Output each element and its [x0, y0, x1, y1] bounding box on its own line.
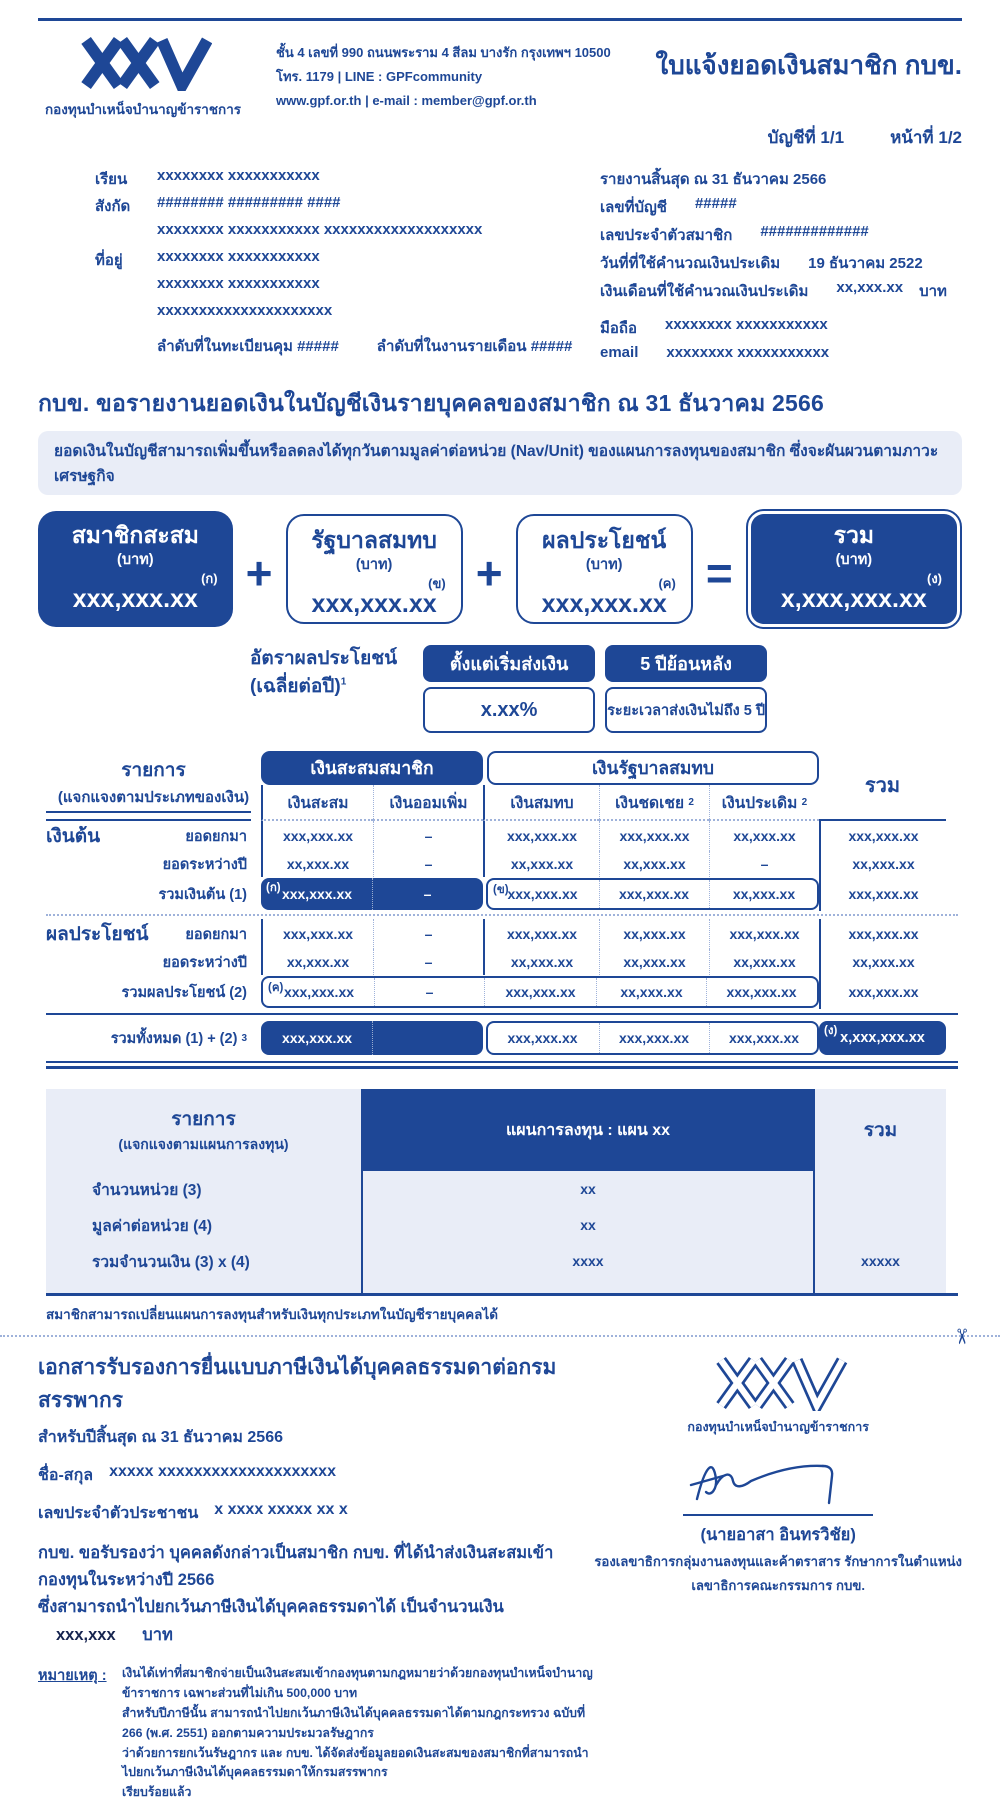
org-row2: [95, 221, 558, 248]
mobile-row: มือถือ xxxxxxxx xxxxxxxxxxx: [600, 316, 828, 337]
account-no-row: เลขที่บัญชี #####: [600, 195, 737, 216]
signer-title1: รองเลขาธิการกลุ่มงานลงทุนและค้าตราสาร รักษาการในตำแหน่ง: [594, 1554, 962, 1569]
gpf-logo-icon: [74, 78, 212, 95]
tax-exempt-amount: xxx,xxx: [56, 1625, 116, 1644]
nav-unit-note: ยอดเงินในบัญชีสามารถเพิ่มขึ้นหรือลดลงได้ทุกวันตามมูลค่าต่อหน่วย (Nav/Unit) ของแผนการลงทุนของสมาชิก ซึ่งจะผันผวนตามภาวะเศรษฐกิจ: [38, 431, 962, 495]
signer-name: (นายอาสา อินทรวิชัย): [700, 1526, 856, 1544]
rate-5yr-value: ระยะเวลาส่งเงินไม่ถึง 5 ปี: [605, 687, 767, 733]
table-row: ยอดระหว่างปี xx,xxx.xx – xx,xxx.xx xx,xxx.xx – xx,xxx.xx: [46, 851, 958, 877]
gpf-logo-outline-icon: [703, 1398, 853, 1415]
table1-header: รายการ (แจกแจงตามประเภทของเงิน) เงินสะสมสมาชิก เงินรัฐบาลสมทบ รวม เงินสะสม เงินออมเพิ่ม เงินสมทบ เงินชดเชย 2 เงินประเดิม 2: [46, 751, 958, 821]
top-divider: [38, 18, 962, 21]
benefit-rate-section: [250, 645, 962, 733]
address-row: [95, 248, 558, 275]
total-box: รวม (บาท) (ง) x,xxx,xxx.xx: [746, 509, 962, 629]
ref-ko: (ก): [201, 571, 218, 586]
org-value1: ######## ######### ####: [157, 194, 341, 211]
initial-salary-row: เงินเดือนที่ใช้คำนวณเงินประเดิม xx,xxx.xx บาท: [600, 279, 947, 300]
signature: [594, 1449, 962, 1597]
logo-caption-bottom: กองทุนบำเหน็จบำนาญข้าราชการ: [687, 1420, 869, 1434]
address-line3: www.gpf.or.th | e-mail : member@gpf.or.th: [276, 93, 537, 109]
tax-title: เอกสารรับรองการยื่นแบบภาษีเงินได้บุคคลธรรมดาต่อกรมสรรพากร: [38, 1356, 557, 1412]
table-row: ยอดระหว่างปี xx,xxx.xx – xx,xxx.xx xx,xxx.xx xx,xxx.xx xx,xxx.xx: [46, 949, 958, 975]
gov-contribution-group-header: เงินรัฐบาลสมทบ: [487, 751, 819, 785]
address-value2: xxxxxxxx xxxxxxxxxxx: [157, 275, 320, 292]
principal-total-row: รวมเงินต้น (1) (ก) xxx,xxx.xx – (ข) xxx,xxx.xx xxx,xxx.xx xx,xxx.xx xxx,xxx.xx: [46, 877, 958, 911]
principal-gov-pill: (ข) xxx,xxx.xx xxx,xxx.xx xx,xxx.xx: [486, 878, 819, 910]
gpf-statement-page: [0, 18, 1000, 1800]
rate-5yr-header: 5 ปีย้อนหลัง: [605, 645, 767, 682]
money-type-table: [46, 751, 958, 1069]
logo-caption: กองทุนบำเหน็จบำนาญข้าราชการ: [44, 102, 242, 117]
tax-id-row: เลขประจำตัวประชาชน x xxxx xxxxx xx x: [38, 1501, 348, 1522]
report-date-row: [600, 167, 962, 195]
equals-sign: =: [705, 547, 733, 599]
header: [38, 35, 962, 151]
member-details: [38, 167, 573, 372]
document-title: ใบแจ้งยอดเงินสมาชิก กบข.: [655, 50, 962, 80]
address-line2: โทร. 1179 | LINE : GPFcommunity: [276, 69, 483, 85]
member-savings-box: สมาชิกสะสม (บาท) (ก) xxx,xxx.xx: [38, 511, 233, 627]
signature-line: [683, 1514, 873, 1516]
org-label: สังกัด: [95, 198, 131, 215]
org-value2: xxxxxxxx xxxxxxxxxxx xxxxxxxxxxxxxxxxxxx: [157, 221, 483, 238]
certify-text: กบข. ขอรับรองว่า บุคคลดังกล่าวเป็นสมาชิก กบข. ที่ได้นำส่งเงินสะสมเข้ากองทุนในระหว่างปี 2566 ซึ่งสามารถนำไปยกเว้นภาษีเงินได้บุคคลธรรมดาได้ เป็นจำนวนเงิน xxx,xxx บาท: [38, 1544, 554, 1644]
account-page-info: [656, 124, 962, 151]
tax-certificate-section: [38, 1351, 962, 1803]
registry-right: ลำดับที่ในงานรายเดือน #####: [376, 338, 573, 355]
grand-gov-pill: xxx,xxx.xx xxx,xxx.xx xxx,xxx.xx: [486, 1021, 819, 1055]
signature-block: [594, 1351, 962, 1803]
fund-address: [276, 35, 611, 151]
email-row: email xxxxxxxx xxxxxxxxxxx: [600, 344, 830, 361]
rate-since-start: [423, 645, 595, 733]
ref-kho: (ข): [428, 576, 446, 591]
grand-member-pill: xxx,xxx.xx: [261, 1021, 483, 1055]
title-block: [656, 35, 962, 151]
plus-sign: +: [245, 547, 273, 599]
table-row: ผลประโยชน์ ยอดยกมา xxx,xxx.xx – xxx,xxx.xx xx,xxx.xx xxx,xxx.xx xxx,xxx.xx: [46, 919, 958, 949]
group-separator: [46, 914, 958, 916]
summary-boxes: [38, 509, 962, 629]
account-number: บัญชีที่ 1/1: [767, 128, 845, 147]
registry-row: [95, 334, 573, 358]
page-number: หน้าที่ 1/2: [890, 128, 962, 147]
scissors-icon: ✂: [949, 1327, 973, 1346]
plan-header: แผนการลงทุน : แผน xx: [361, 1089, 813, 1171]
account-details: [558, 167, 962, 372]
benefit-box: ผลประโยชน์ (บาท) (ค) xxx,xxx.xx: [516, 514, 693, 624]
recipient-value: xxxxxxxx xxxxxxxxxxx: [157, 167, 320, 184]
member-info-section: [38, 167, 962, 372]
rate-label: อัตราผลประโยชน์ (เฉลี่ยต่อปี)$^1$: [250, 648, 398, 697]
initial-date-row: วันที่ที่ใช้คำนวณเงินประเดิม 19 ธันวาคม 2522: [600, 255, 923, 272]
address-line1: ชั้น 4 เลขที่ 990 ถนนพระราม 4 สีลม บางรัก กรุงเทพฯ 10500: [276, 45, 611, 60]
address-label: ที่อยู่: [95, 252, 123, 269]
benefit-total-pill: (ค) xxx,xxx.xx – xxx,xxx.xx xx,xxx.xx xxx,xxx.xx: [261, 976, 819, 1008]
grand-total-pill: (ง) x,xxx,xxx.xx: [819, 1021, 946, 1055]
plan-total-header: รวม: [813, 1089, 946, 1171]
footnote: หมายเหตุ : เงินได้เท่าที่สมาชิกจ่ายเป็นเงินสะสมเข้ากองทุนตามกฎหมายว่าด้วยกองทุนบำเหน็จบำนาญข้าราชการ เฉพาะส่วนที่ไม่เกิน 500,000 บาท สำหรับปีภาษีนั้น สามารถนำไปยกเว้นภาษีเงินได้บุคคลธรรมดาได้ตามกฎกระทรวง ฉบับที่ 266 (พ.ศ. 2551) ออกตามความประมวลรัษฎากร ว่าด้วยการยกเว้นรัษฎากร และ กบข. ได้จัดส่งข้อมูลยอดเงินสะสมของสมาชิกที่สามารถนำไปยกเว้นภาษีเงินได้บุคคลธรรมดาให้กรมสรรพากร เรียบร้อยแล้ว: [38, 1665, 593, 1800]
recipient-row: [95, 167, 558, 194]
member-id-row: เลขประจำตัวสมาชิก #############: [600, 223, 869, 244]
grand-total-row: รวมทั้งหมด (1) + (2) 3 xxx,xxx.xx xxx,xxx.xx xxx,xxx.xx xxx,xxx.xx (ง) x,xxx,xxx.xx: [46, 1013, 958, 1056]
plan-change-note: สมาชิกสามารถเปลี่ยนแผนการลงทุนสำหรับเงินทุกประเภทในบัญชีรายบุคคลได้: [46, 1307, 498, 1322]
recipient-label: เรียน: [95, 171, 128, 188]
rate-since-start-value: x.xx%: [423, 687, 595, 733]
signer-title2: เลขาธิการคณะกรรมการ กบข.: [691, 1578, 865, 1594]
cut-line: [0, 1327, 1000, 1346]
section-title: กบข. ขอรายงานยอดเงินในบัญชีเงินรายบุคคลของสมาชิก ณ 31 ธันวาคม 2566: [38, 390, 825, 416]
plus-sign-2: +: [475, 547, 503, 599]
tax-name-row: ชื่อ-สกุล xxxxx xxxxxxxxxxxxxxxxxxxx: [38, 1463, 336, 1484]
ref-khor: (ค): [658, 576, 676, 591]
rate-5yr: [605, 645, 767, 733]
report-date: รายงานสิ้นสุด ณ 31 ธันวาคม 2566: [600, 171, 827, 188]
ref-ngo: (ง): [926, 571, 942, 586]
tax-subtitle: สำหรับปีสิ้นสุด ณ 31 ธันวาคม 2566: [38, 1429, 283, 1446]
gpf-logo-block: [38, 35, 248, 151]
table-row: เงินต้น ยอดยกมา xxx,xxx.xx – xxx,xxx.xx xxx,xxx.xx xx,xxx.xx xxx,xxx.xx: [46, 821, 958, 851]
investment-plan-table: รายการ (แจกแจงตามแผนการลงทุน) แผนการลงทุน : แผน xx รวม จำนวนหน่วย (3) xx มูลค่าต่อหน่วย (4) xx รวมจำนวนเงิน (3) x (4) xxxx xxxxx: [46, 1089, 958, 1296]
member-savings-group-header: เงินสะสมสมาชิก: [261, 751, 483, 785]
benefit-total-row: รวมผลประโยชน์ (2) (ค) xxx,xxx.xx – xxx,xxx.xx xx,xxx.xx xxx,xxx.xx xxx,xxx.xx: [46, 975, 958, 1009]
total-column-header: รวม: [819, 751, 946, 821]
gov-contribution-box: รัฐบาลสมทบ (บาท) (ข) xxx,xxx.xx: [286, 514, 463, 624]
registry-left: ลำดับที่ในทะเบียนคุม #####: [157, 338, 339, 355]
table1-bottom-rule: [46, 1061, 958, 1069]
address-value1: xxxxxxxx xxxxxxxxxxx: [157, 248, 320, 265]
principal-member-pill: (ก) xxx,xxx.xx –: [261, 878, 483, 910]
address-value3: xxxxxxxxxxxxxxxxxxxxx: [157, 302, 333, 319]
org-row: [95, 194, 558, 221]
rate-since-start-header: ตั้งแต่เริ่มส่งเงิน: [423, 645, 595, 682]
